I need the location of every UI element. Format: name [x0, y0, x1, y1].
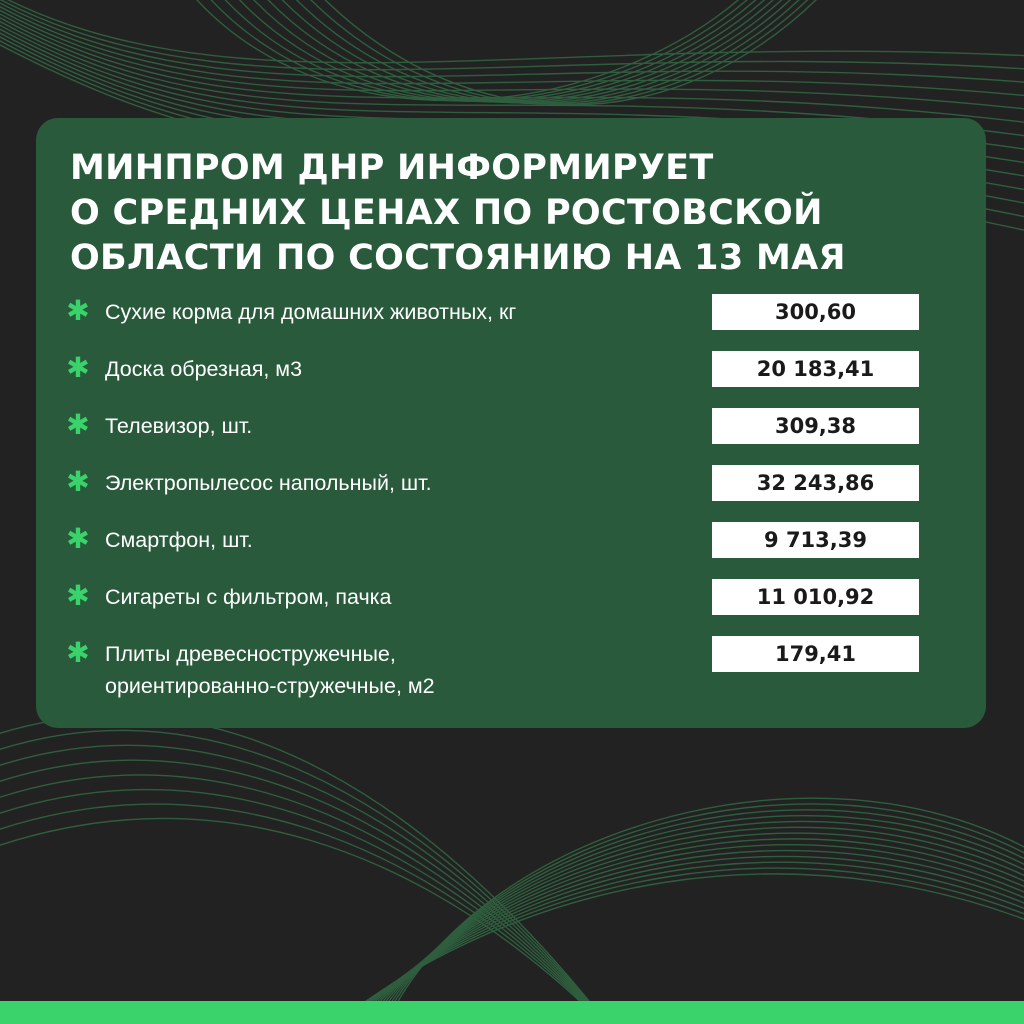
price-row	[66, 351, 956, 408]
item-price: 9 713,39	[712, 522, 919, 558]
asterisk-icon: ✱	[66, 636, 90, 669]
item-label: Электропылесос напольный, шт.	[105, 471, 432, 495]
item-price: 20 183,41	[712, 351, 919, 387]
decor-wave-line	[375, 804, 1024, 1024]
price-row	[66, 579, 956, 636]
item-label: Плиты древесностружечные, ориентированно-стружечные, м2	[105, 642, 435, 698]
item-label: Доска обрезная, м3	[105, 357, 303, 381]
price-row	[66, 294, 956, 351]
decor-wave-line	[0, 0, 1024, 89]
item-label: Смартфон, шт.	[105, 528, 253, 552]
price-list	[66, 294, 956, 716]
asterisk-icon: ✱	[66, 465, 90, 498]
item-label: Сигареты с фильтром, пачка	[105, 585, 392, 609]
bottom-accent-bar	[0, 1001, 1024, 1024]
item-price: 179,41	[712, 636, 919, 672]
decor-wave-line	[0, 775, 620, 1024]
decor-wave-line	[0, 760, 620, 1024]
price-row	[66, 522, 956, 579]
decor-wave-line	[345, 839, 1024, 1024]
item-price: 300,60	[712, 294, 919, 330]
price-row	[66, 636, 956, 716]
item-price: 32 243,86	[712, 465, 919, 501]
title-line: О СРЕДНИХ ЦЕНАХ ПО РОСТОВСКОЙ	[70, 193, 823, 233]
item-label: Телевизор, шт.	[105, 414, 253, 438]
decor-wave-line	[350, 833, 1024, 1024]
asterisk-icon: ✱	[66, 351, 90, 384]
asterisk-icon: ✱	[66, 408, 90, 441]
decor-wave-line	[0, 0, 1024, 63]
asterisk-icon: ✱	[66, 522, 90, 555]
page-title	[70, 146, 950, 281]
price-row	[66, 465, 956, 522]
decor-wave-line	[380, 798, 1024, 1024]
item-label: Сухие корма для домашних животных, кг	[105, 300, 517, 324]
item-price: 309,38	[712, 408, 919, 444]
asterisk-icon: ✱	[66, 579, 90, 612]
decor-wave-line	[0, 819, 620, 1024]
price-row	[66, 408, 956, 465]
decor-wave-line	[325, 862, 1024, 1024]
title-line: МИНПРОМ ДНР ИНФОРМИРУЕТ	[70, 148, 714, 188]
prices-card	[36, 118, 986, 728]
decor-wave-line	[0, 731, 620, 1024]
item-price: 11 010,92	[712, 579, 919, 615]
asterisk-icon: ✱	[66, 294, 90, 327]
title-line: ОБЛАСТИ ПО СОСТОЯНИЮ НА 13 МАЯ	[70, 238, 846, 278]
decor-wave-line	[355, 827, 1024, 1024]
decor-wave-line	[330, 856, 1024, 1024]
